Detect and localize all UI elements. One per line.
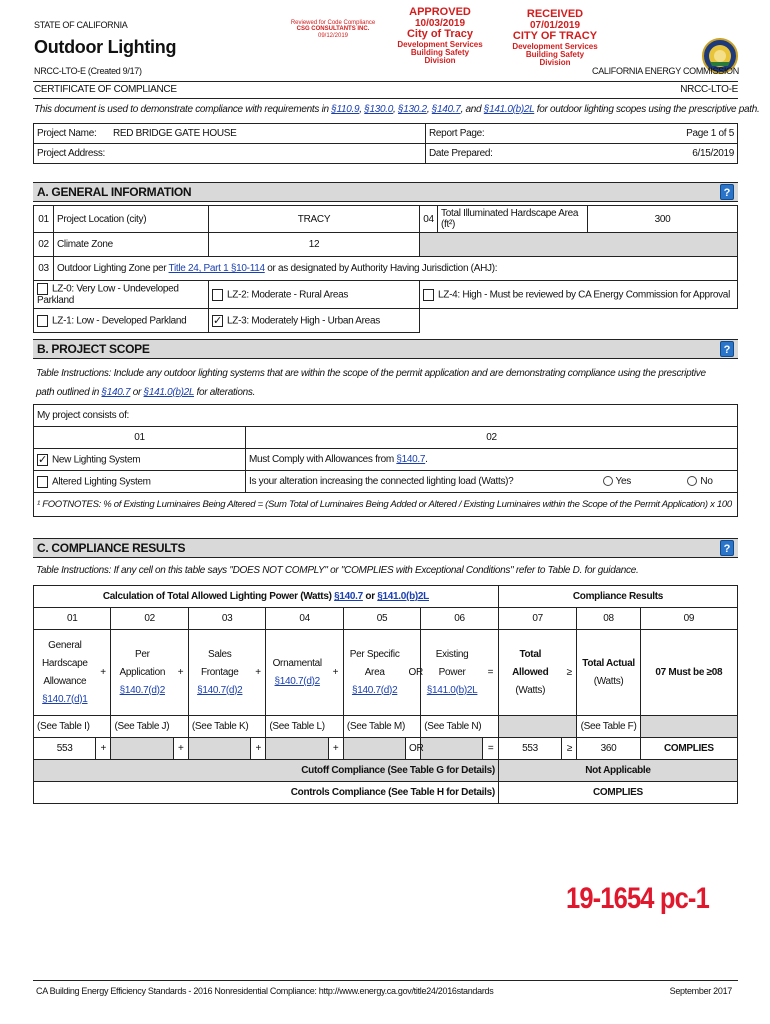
a-row3-label <box>54 257 738 281</box>
section-b-header <box>33 339 738 359</box>
yes-label: Yes <box>615 476 631 487</box>
report-page-cell <box>426 124 738 144</box>
section-a-title: A. GENERAL INFORMATION <box>37 185 192 199</box>
commission-label: CALIFORNIA ENERGY COMMISSION <box>592 66 739 76</box>
a-row3-pre: Outdoor Lighting Zone per <box>57 263 169 274</box>
h-or: OR <box>406 630 421 716</box>
project-consists-label: My project consists of: <box>34 405 738 427</box>
calc-title-cell <box>34 586 499 608</box>
c-col-01: 01 <box>34 608 111 630</box>
c-col-09: 09 <box>640 608 737 630</box>
altered-lighting-checkbox[interactable] <box>37 476 48 488</box>
date-prepared-value: 6/15/2019 <box>692 148 734 159</box>
approved-title: APPROVED <box>409 6 471 18</box>
t02: (See Table J) <box>111 716 188 738</box>
b-footnote: ¹ FOOTNOTES: % of Existing Luminaires Being Altered = (Sum Total of Luminaires Being Added or Altered / Existing Luminaires within the Scope of the Permit Application) x 100 <box>34 493 738 517</box>
received-date: 07/01/2019 <box>529 19 581 31</box>
t03: (See Table K) <box>188 716 265 738</box>
h01-cell <box>34 630 96 716</box>
project-scope-table <box>33 404 738 517</box>
reviewed-line2: CSG CONSULTANTS INC. <box>296 26 370 33</box>
lz4-cell[interactable] <box>420 281 738 309</box>
t09-blank <box>640 716 737 738</box>
h-ge: ≥ <box>562 630 577 716</box>
a-row1-num: 01 <box>34 206 54 233</box>
controls-label: Controls Compliance (See Table H for Details) <box>34 782 499 804</box>
handwritten-permit-number: 19-1654 pc-1 <box>566 882 709 915</box>
h01-label: General Hardscape Allowance <box>42 639 88 687</box>
section-c-instructions: Table Instructions: If any cell on this table says "DOES NOT COMPLY" or "COMPLIES with Exceptional Conditions" refer to Table D. for guidance. <box>36 565 639 576</box>
report-page-value: Page 1 of 5 <box>686 128 734 139</box>
yes-radio[interactable] <box>603 476 613 486</box>
section-b-help-icon[interactable]: ? <box>720 341 734 357</box>
existing-power-value[interactable] <box>421 738 483 760</box>
section-c-title: C. COMPLIANCE RESULTS <box>37 541 186 555</box>
form-id: NRCC-LTO-E (Created 9/17) <box>34 66 142 76</box>
results-title-cell: Compliance Results <box>498 586 737 608</box>
reviewed-line1: Reviewed for Code Compliance <box>290 20 376 26</box>
approved-stamp <box>385 7 495 66</box>
v-eq: = <box>483 738 498 760</box>
lz0-checkbox[interactable] <box>37 283 48 295</box>
link-140-7[interactable]: §140.7 <box>431 104 461 115</box>
project-address-cell <box>34 144 426 164</box>
a-row3-num: 03 <box>34 257 54 281</box>
c-col-02: 02 <box>111 608 188 630</box>
b-col1-header: 01 <box>34 427 246 449</box>
received-dept2: Building Safety <box>525 49 585 59</box>
project-name-cell <box>34 124 426 144</box>
h03-link[interactable]: §140.7(d)2 <box>197 684 243 696</box>
date-prepared-cell <box>426 144 738 164</box>
no-radio[interactable] <box>687 476 697 486</box>
project-name-label: Project Name: <box>37 128 97 139</box>
h04-cell <box>266 630 328 716</box>
h-plus-1: + <box>96 630 111 716</box>
approved-dept3: Division <box>424 56 456 66</box>
lz2-cell[interactable] <box>209 281 420 309</box>
new-comply-cell <box>246 449 738 471</box>
new-lighting-label: New Lighting System <box>52 454 141 466</box>
approved-dept1: Development Services <box>397 39 483 49</box>
approved-dept2: Building Safety <box>410 47 470 57</box>
h07-unit: (Watts) <box>515 684 546 696</box>
section-a-help-icon[interactable]: ? <box>720 184 734 200</box>
b-instr-post: for alterations. <box>194 387 256 398</box>
h06-cell <box>421 630 483 716</box>
h08-unit: (Watts) <box>593 675 624 687</box>
calc-title-or: or <box>362 591 378 602</box>
reviewed-stamp <box>288 20 378 39</box>
c-col-07: 07 <box>498 608 577 630</box>
h04-label: Ornamental <box>272 657 322 669</box>
link-110-9[interactable]: §110.9 <box>331 104 360 115</box>
b-link-140-7-row[interactable]: §140.7 <box>396 454 426 465</box>
section-c-header <box>33 538 738 558</box>
h05-label: Per Specific Area <box>349 648 400 678</box>
t04: (See Table L) <box>266 716 343 738</box>
alteration-question: Is your alteration increasing the connected lighting load (Watts)? <box>246 471 596 493</box>
lz2-checkbox[interactable] <box>212 289 223 301</box>
h-eq: = <box>483 630 498 716</box>
lz1-label: LZ-1: Low - Developed Parkland <box>52 315 187 327</box>
no-label: No <box>700 476 713 487</box>
v-plus-1: + <box>96 738 111 760</box>
t06: (See Table N) <box>421 716 499 738</box>
v-plus-2: + <box>173 738 188 760</box>
received-stamp <box>500 9 610 68</box>
h05-link[interactable]: §140.7(d)2 <box>351 684 398 696</box>
section-a-header <box>33 182 738 202</box>
general-hardscape-value[interactable]: 553 <box>34 738 96 760</box>
controls-value: COMPLIES <box>498 782 737 804</box>
h07-label: Total Allowed <box>512 648 549 678</box>
b-col2-header: 02 <box>246 427 738 449</box>
received-city: CITY OF TRACY <box>512 30 598 43</box>
received-title: RECEIVED <box>526 8 584 20</box>
section-b-instructions <box>36 364 726 402</box>
t08: (See Table F) <box>577 716 640 738</box>
link-141-0[interactable]: §141.0(b)2L <box>483 104 535 115</box>
h06-label: Existing Power <box>435 648 469 678</box>
sales-frontage-value[interactable] <box>188 738 250 760</box>
total-allowed-value: 553 <box>498 738 561 760</box>
c-col-06: 06 <box>421 608 499 630</box>
c-col-08: 08 <box>577 608 640 630</box>
cutoff-value: Not Applicable <box>498 760 737 782</box>
link-title24[interactable]: Title 24, Part 1 §10-114 <box>168 263 265 274</box>
v-ge: ≥ <box>562 738 577 760</box>
b-instr-pre: Table Instructions: Include any outdoor lighting systems that are within the scope of the permit application and are demonstrating compliance using the prescriptive path outlined in <box>36 368 706 398</box>
a-row3-post: or as designated by Authority Having Jurisdiction (AHJ): <box>264 263 498 274</box>
lz3-cell[interactable] <box>209 309 420 333</box>
section-c-help-icon[interactable]: ? <box>720 540 734 556</box>
t05: (See Table M) <box>343 716 420 738</box>
lz3-label: LZ-3: Moderately High - Urban Areas <box>227 315 380 327</box>
general-info-table <box>33 205 738 333</box>
project-info-table <box>33 123 738 164</box>
new-lighting-checkbox[interactable]: ✓ <box>38 453 47 466</box>
h06-link[interactable]: §141.0(b)2L <box>426 684 478 696</box>
ornamental-value[interactable] <box>266 738 328 760</box>
cutoff-label: Cutoff Compliance (See Table G for Details) <box>34 760 499 782</box>
h-plus-4: + <box>328 630 343 716</box>
b-link-141-0[interactable]: §141.0(b)2L <box>143 387 195 398</box>
reviewed-date: 09/12/2019 <box>317 32 349 39</box>
v-or: OR <box>406 738 421 760</box>
link-130-0[interactable]: §130.0 <box>364 104 394 115</box>
h03-cell <box>188 630 250 716</box>
altered-lighting-cell[interactable] <box>34 471 246 493</box>
a-row1b-label: Total Illuminated Hardscape Area (ft²) <box>438 206 588 233</box>
c-col-04: 04 <box>266 608 343 630</box>
lz2-label: LZ-2: Moderate - Rural Areas <box>227 289 349 301</box>
h07-cell <box>498 630 561 716</box>
lz1-cell[interactable] <box>34 309 209 333</box>
v-plus-4: + <box>328 738 343 760</box>
new-comply-post: . <box>425 454 428 465</box>
h01-link[interactable]: §140.7(d)1 <box>42 693 88 705</box>
report-page-label: Report Page: <box>429 128 485 139</box>
lz3-checkbox[interactable]: ✓ <box>213 314 222 327</box>
intro-and: , and <box>460 104 484 115</box>
calc-title-pre: Calculation of Total Allowed Lighting Power (Watts) <box>102 591 335 602</box>
c-col-03: 03 <box>188 608 265 630</box>
h08-cell <box>577 630 640 716</box>
h02-cell <box>111 630 173 716</box>
a-row1b-num: 04 <box>420 206 438 233</box>
c-link-140-7[interactable]: §140.7 <box>334 591 363 602</box>
altered-lighting-label: Altered Lighting System <box>52 476 151 488</box>
b-link-140-7[interactable]: §140.7 <box>101 387 131 398</box>
h04-link[interactable]: §140.7(d)2 <box>274 675 320 687</box>
a-row2-blank <box>420 233 738 257</box>
per-application-value[interactable] <box>111 738 173 760</box>
received-dept1: Development Services <box>512 41 598 51</box>
h09-cell: 07 Must be ≥08 <box>640 630 737 716</box>
per-specific-area-value[interactable] <box>343 738 405 760</box>
project-name-value: RED BRIDGE GATE HOUSE <box>112 128 237 139</box>
link-130-2[interactable]: §130.2 <box>398 104 427 115</box>
lz4-label: LZ-4: High - Must be reviewed by CA Energy Commission for Approval <box>438 289 730 301</box>
a-row1-label: Project Location (city) <box>54 206 209 233</box>
lz0-cell[interactable] <box>34 281 209 309</box>
new-lighting-cell[interactable] <box>34 449 246 471</box>
h-plus-3: + <box>251 630 266 716</box>
v-plus-3: + <box>251 738 266 760</box>
footer-right: September 2017 <box>669 986 732 996</box>
a-row2-label: Climate Zone <box>54 233 209 257</box>
cert-label: CERTIFICATE OF COMPLIANCE <box>34 84 177 95</box>
project-address-label: Project Address: <box>37 148 106 159</box>
lz-blank <box>420 309 738 333</box>
total-actual-value: 360 <box>577 738 640 760</box>
intro-post: for outdoor lighting scopes using the prescriptive path. <box>534 104 760 115</box>
lz0-label: LZ-0: Very Low - Undeveloped Parkland <box>37 283 179 306</box>
yes-no-cell <box>596 471 738 493</box>
form-title: Outdoor Lighting <box>34 37 177 57</box>
cert-id: NRCC-LTO-E <box>680 84 738 95</box>
c-col-05: 05 <box>343 608 420 630</box>
t07-blank <box>498 716 577 738</box>
c-link-141-0[interactable]: §141.0(b)2L <box>377 591 429 602</box>
new-comply-pre: Must Comply with Allowances from <box>249 454 397 465</box>
a-row2-num: 02 <box>34 233 54 257</box>
h08-label: Total Actual <box>582 657 635 669</box>
t01: (See Table I) <box>34 716 111 738</box>
intro-text: This document is used to demonstrate compliance with requirements in §110.9, §130.0, §130.2, §140.7, and §141.0(b)2L for outdoor lighting scopes using the prescriptive path. <box>34 104 760 115</box>
date-prepared-label: Date Prepared: <box>429 148 493 159</box>
h02-link[interactable]: §140.7(d)2 <box>119 684 165 696</box>
intro-pre: This document is used to demonstrate compliance with requirements in <box>34 104 332 115</box>
compliance-results-table <box>33 585 738 804</box>
section-b-title: B. PROJECT SCOPE <box>37 342 150 356</box>
h-plus-2: + <box>173 630 188 716</box>
b-instr-or: or <box>130 387 144 398</box>
hardscape-area-value[interactable]: 300 <box>588 206 738 233</box>
h03-label: Sales Frontage <box>200 648 239 678</box>
h05-cell <box>343 630 405 716</box>
climate-zone-value[interactable]: 12 <box>209 233 420 257</box>
lz4-checkbox[interactable] <box>423 289 434 301</box>
footer-left: CA Building Energy Efficiency Standards - 2016 Nonresidential Compliance: http://www.energy.ca.gov/title24/2016standards <box>36 986 494 996</box>
lz1-checkbox[interactable] <box>37 315 48 327</box>
state-label: STATE OF CALIFORNIA <box>34 20 128 30</box>
approved-date: 10/03/2019 <box>414 17 466 29</box>
received-dept3: Division <box>539 58 571 68</box>
approved-city: City of Tracy <box>406 28 474 41</box>
power-compliance-result: COMPLIES <box>640 738 737 760</box>
project-location-value[interactable]: TRACY <box>209 206 420 233</box>
h02-label: Per Application <box>119 648 166 678</box>
